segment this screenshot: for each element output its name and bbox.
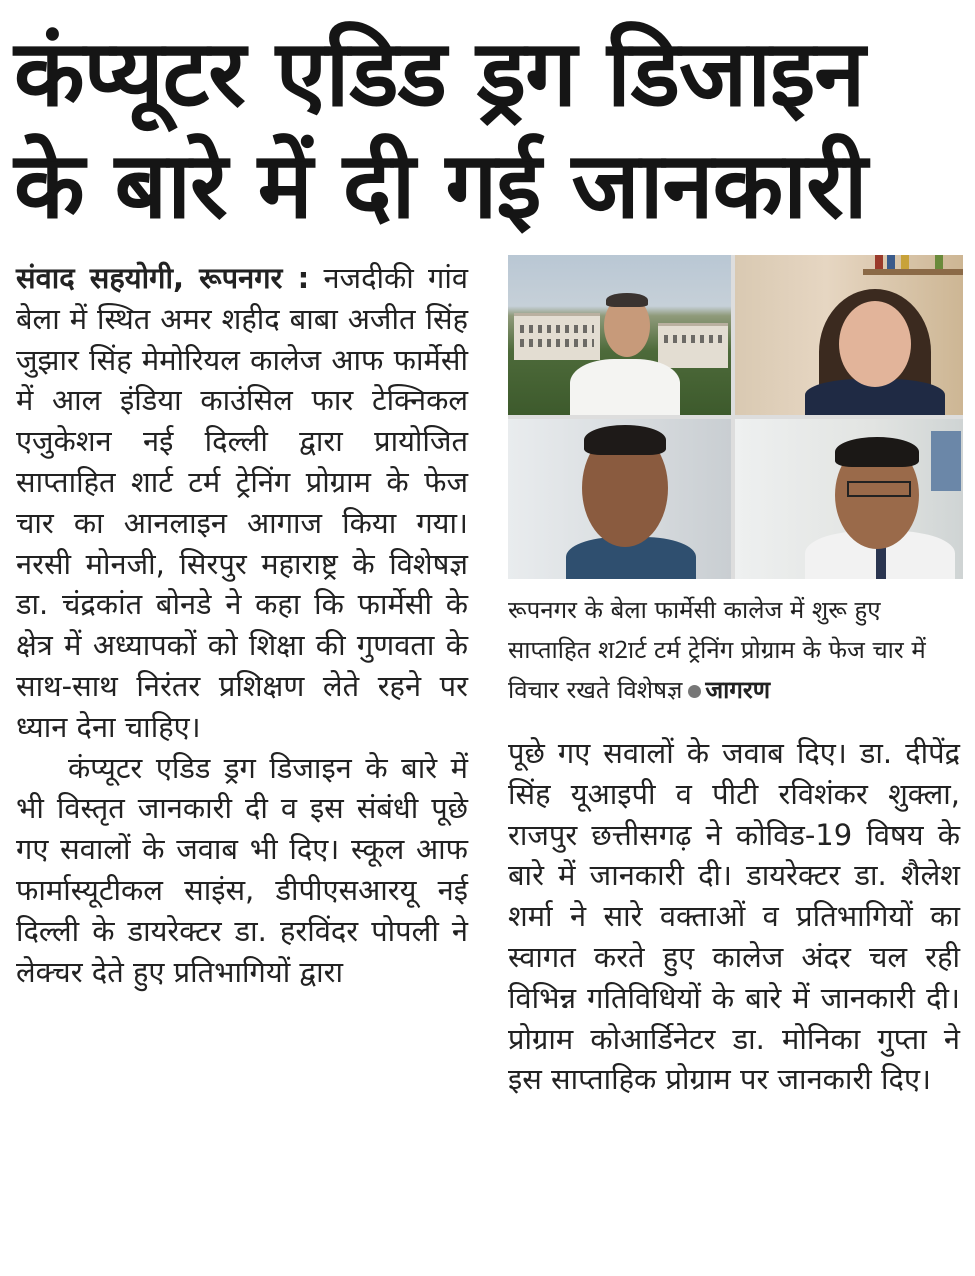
participant-tile-man-2 <box>735 419 963 579</box>
dateline: संवाद सहयोगी, रूपनगर : <box>16 261 310 295</box>
speaker-hair <box>835 437 919 467</box>
building-windows <box>520 339 594 347</box>
speaker-shirt <box>570 359 680 415</box>
article-paragraph: कंप्यूटर एडिड ड्रग डिजाइन के बारे में भी विस्तृत जानकारी दी व इस संबंधी पूछे गए सवालों के जवाब भी दिए। स्कूल आफ फार्मास्यूटीकल साइंस, डीपीएसआरयू नई दिल्ली के डायरेक्टर डा. हरविंदर पोपली ने लेक्चर देते हुए प्रतिभागियों द्वारा <box>16 750 468 989</box>
participant-tile-woman <box>735 255 963 415</box>
book <box>875 255 883 269</box>
bookshelf <box>863 269 963 275</box>
speaker-glasses <box>847 481 911 497</box>
photo-credit: जागरण <box>705 676 771 704</box>
headline <box>14 18 964 242</box>
article-paragraph <box>16 258 468 748</box>
headline-line-1: कंप्यूटर एडिड ड्रग डिजाइन <box>14 20 865 127</box>
paragraph-text: नजदीकी गांव बेला में स्थित अमर शहीद बाबा अजीत सिंह जुझार सिंह मेमोरियल कालेज आफ फार्मेसी में आल इंडिया काउंसिल फार टेक्निकल एजुकेशन नई दिल्ली द्वारा प्रायोजित साप्ताहित शार्ट टर्म ट्रेनिंग प्रोग्राम के फेज चार का आनलाइन आगाज किया गया। नरसी मोनजी, सिरपुर महाराष्ट्र के विशेषज्ञ डा. चंद्रकांत बोनडे ने कहा कि फार्मेसी के क्षेत्र में अध्यापकों को शिक्षा की गुणवता के साथ-साथ निरंतर प्रशिक्षण लेते रहने पर ध्यान देना चाहिए। <box>16 261 468 744</box>
headline-line-2: के बारे में दी गई जानकारी <box>14 132 867 239</box>
article-column-right <box>508 733 960 1100</box>
participant-tile-campus <box>508 255 731 415</box>
college-building <box>514 313 600 360</box>
book <box>887 255 895 269</box>
book <box>901 255 909 269</box>
poster <box>931 431 961 491</box>
college-building <box>658 323 728 368</box>
article-column-left <box>16 258 468 992</box>
speaker-hair <box>584 425 666 455</box>
participant-tile-man-1 <box>508 419 731 579</box>
building-windows <box>520 325 594 333</box>
video-conference-photo <box>508 255 963 579</box>
building-windows <box>664 335 724 343</box>
speaker-hair <box>606 293 648 307</box>
speaker-face <box>839 301 911 387</box>
article-paragraph: पूछे गए सवालों के जवाब दिए। डा. दीपेंद्र सिंह यूआइपी व पीटी रविशंकर शुक्ला, राजपुर छत्तीसगढ़ ने कोविड-19 विषय के बारे में जानकारी दी। डायरेक्टर डा. शैलेश शर्मा ने सारे वक्ताओं व प्रतिभागियों का स्वागत करते हुए कालेज अंदर चल रही विभिन्न गतिविधियों के बारे में जानकारी दी। प्रोग्राम कोआर्डिनेटर डा. मोनिका गुप्ता ने इस साप्ताहिक प्रोग्राम पर जानकारी दिए। <box>508 736 960 1097</box>
bullet-icon <box>688 685 701 698</box>
caption-text: रूपनगर के बेला फार्मेसी कालेज में शुरू हुए साप्ताहित श2ार्ट टर्म ट्रेनिंग प्रोग्राम के फेज चार में विचार रखते विशेषज्ञ <box>508 596 926 704</box>
book <box>935 255 943 269</box>
photo-caption <box>508 590 963 710</box>
